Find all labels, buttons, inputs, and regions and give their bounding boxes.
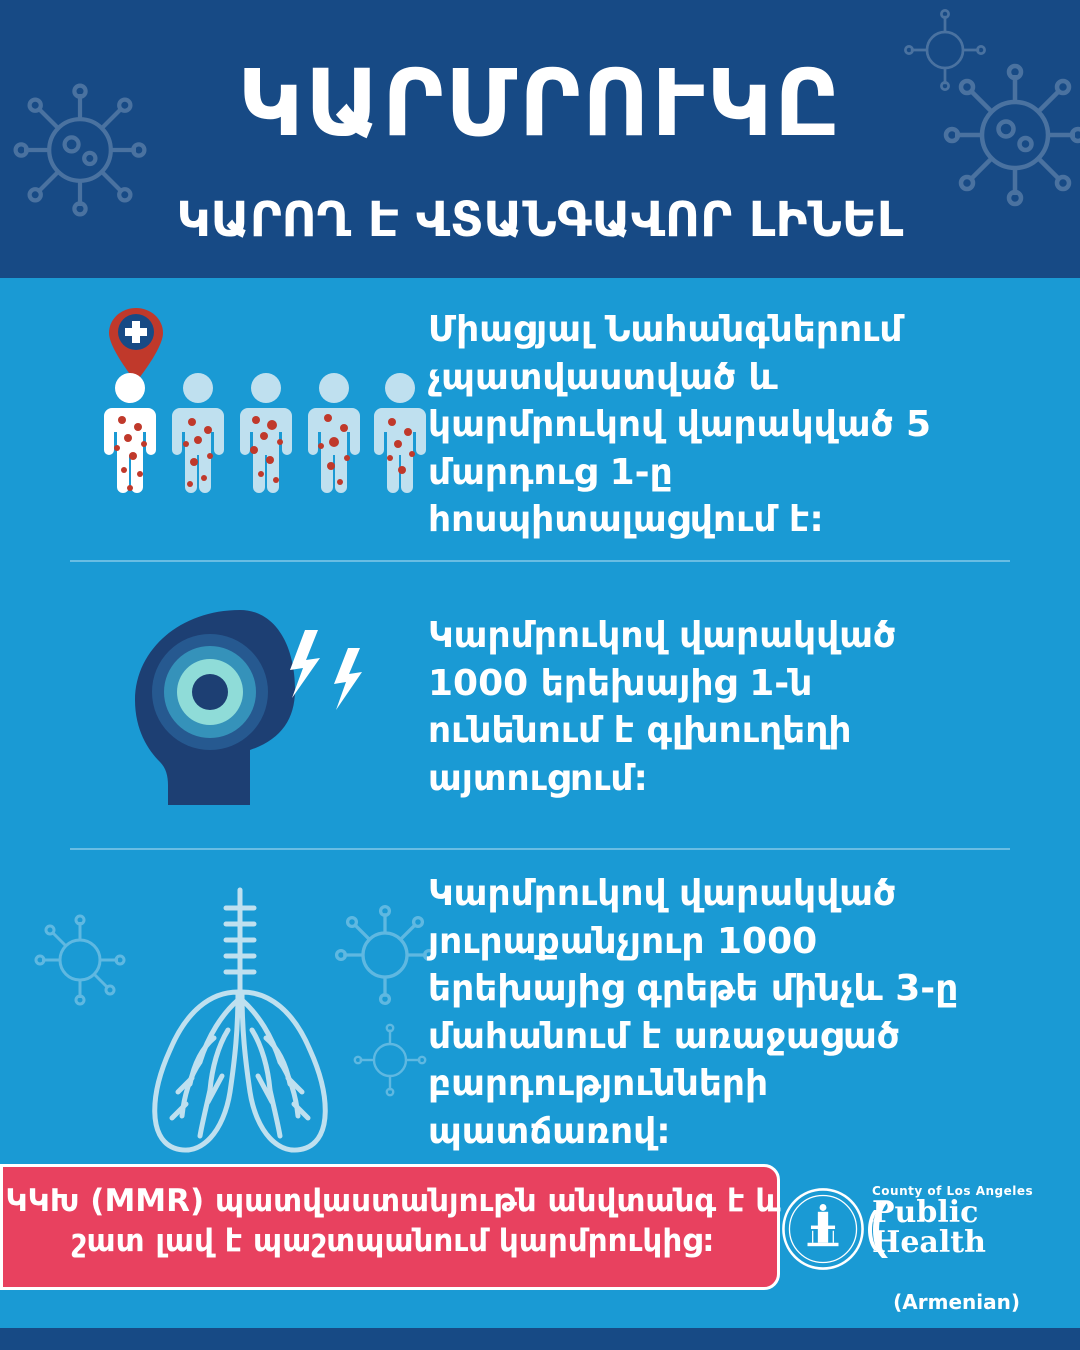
fact-row-brain-swelling — [0, 580, 1080, 830]
vaccine-banner — [0, 1164, 780, 1290]
head-brain-icon — [100, 600, 400, 810]
page-subtitle: ԿԱՐՈՂ Է ՎՏԱՆԳԱՎՈՐ ԼԻՆԵԼ — [176, 192, 904, 248]
page-title: ԿԱՐՄՐՈՒԿԸ — [237, 50, 843, 157]
public-health-logo — [780, 1178, 1040, 1288]
divider — [70, 848, 1010, 850]
lungs-illustration — [90, 880, 390, 1170]
logo-county-line: County of Los Angeles — [872, 1184, 1034, 1198]
fact-row-hospitalization — [0, 300, 1080, 550]
logo-name: Public Health — [872, 1195, 986, 1260]
logo-text — [872, 1184, 1040, 1258]
divider — [70, 560, 1010, 562]
fact-row-death — [0, 870, 1080, 1170]
fact-text-brain-swelling: Կարմրուկով վարակված 1000 երեխայից 1-ն ունենում է գլխուղեղի այտուցում: — [428, 615, 897, 799]
header — [0, 0, 1080, 278]
fact-text-death: Կարմրուկով վարակված յուրաքանչյուր 1000 երեխայից գրեթե մինչև 3-ը մահանում է առաջացած բարդությունների պատճառով: — [428, 873, 959, 1152]
language-label: (Armenian) — [893, 1290, 1020, 1314]
county-seal-icon — [780, 1186, 866, 1272]
five-people-icon — [100, 370, 430, 520]
vaccine-banner-text: ԿԿԽ (MMR) պատվաստանյութն անվտանգ է և շատ լավ է պաշտպանում կարմրուկից: — [5, 1183, 781, 1260]
bottom-strip — [0, 1328, 1080, 1350]
fact-text-hospitalization: Միացյալ Նահանգներում չպատվաստված և կարմրուկով վարակված 5 մարդուց 1-ը հոսպիտալացվում է: — [428, 309, 932, 541]
